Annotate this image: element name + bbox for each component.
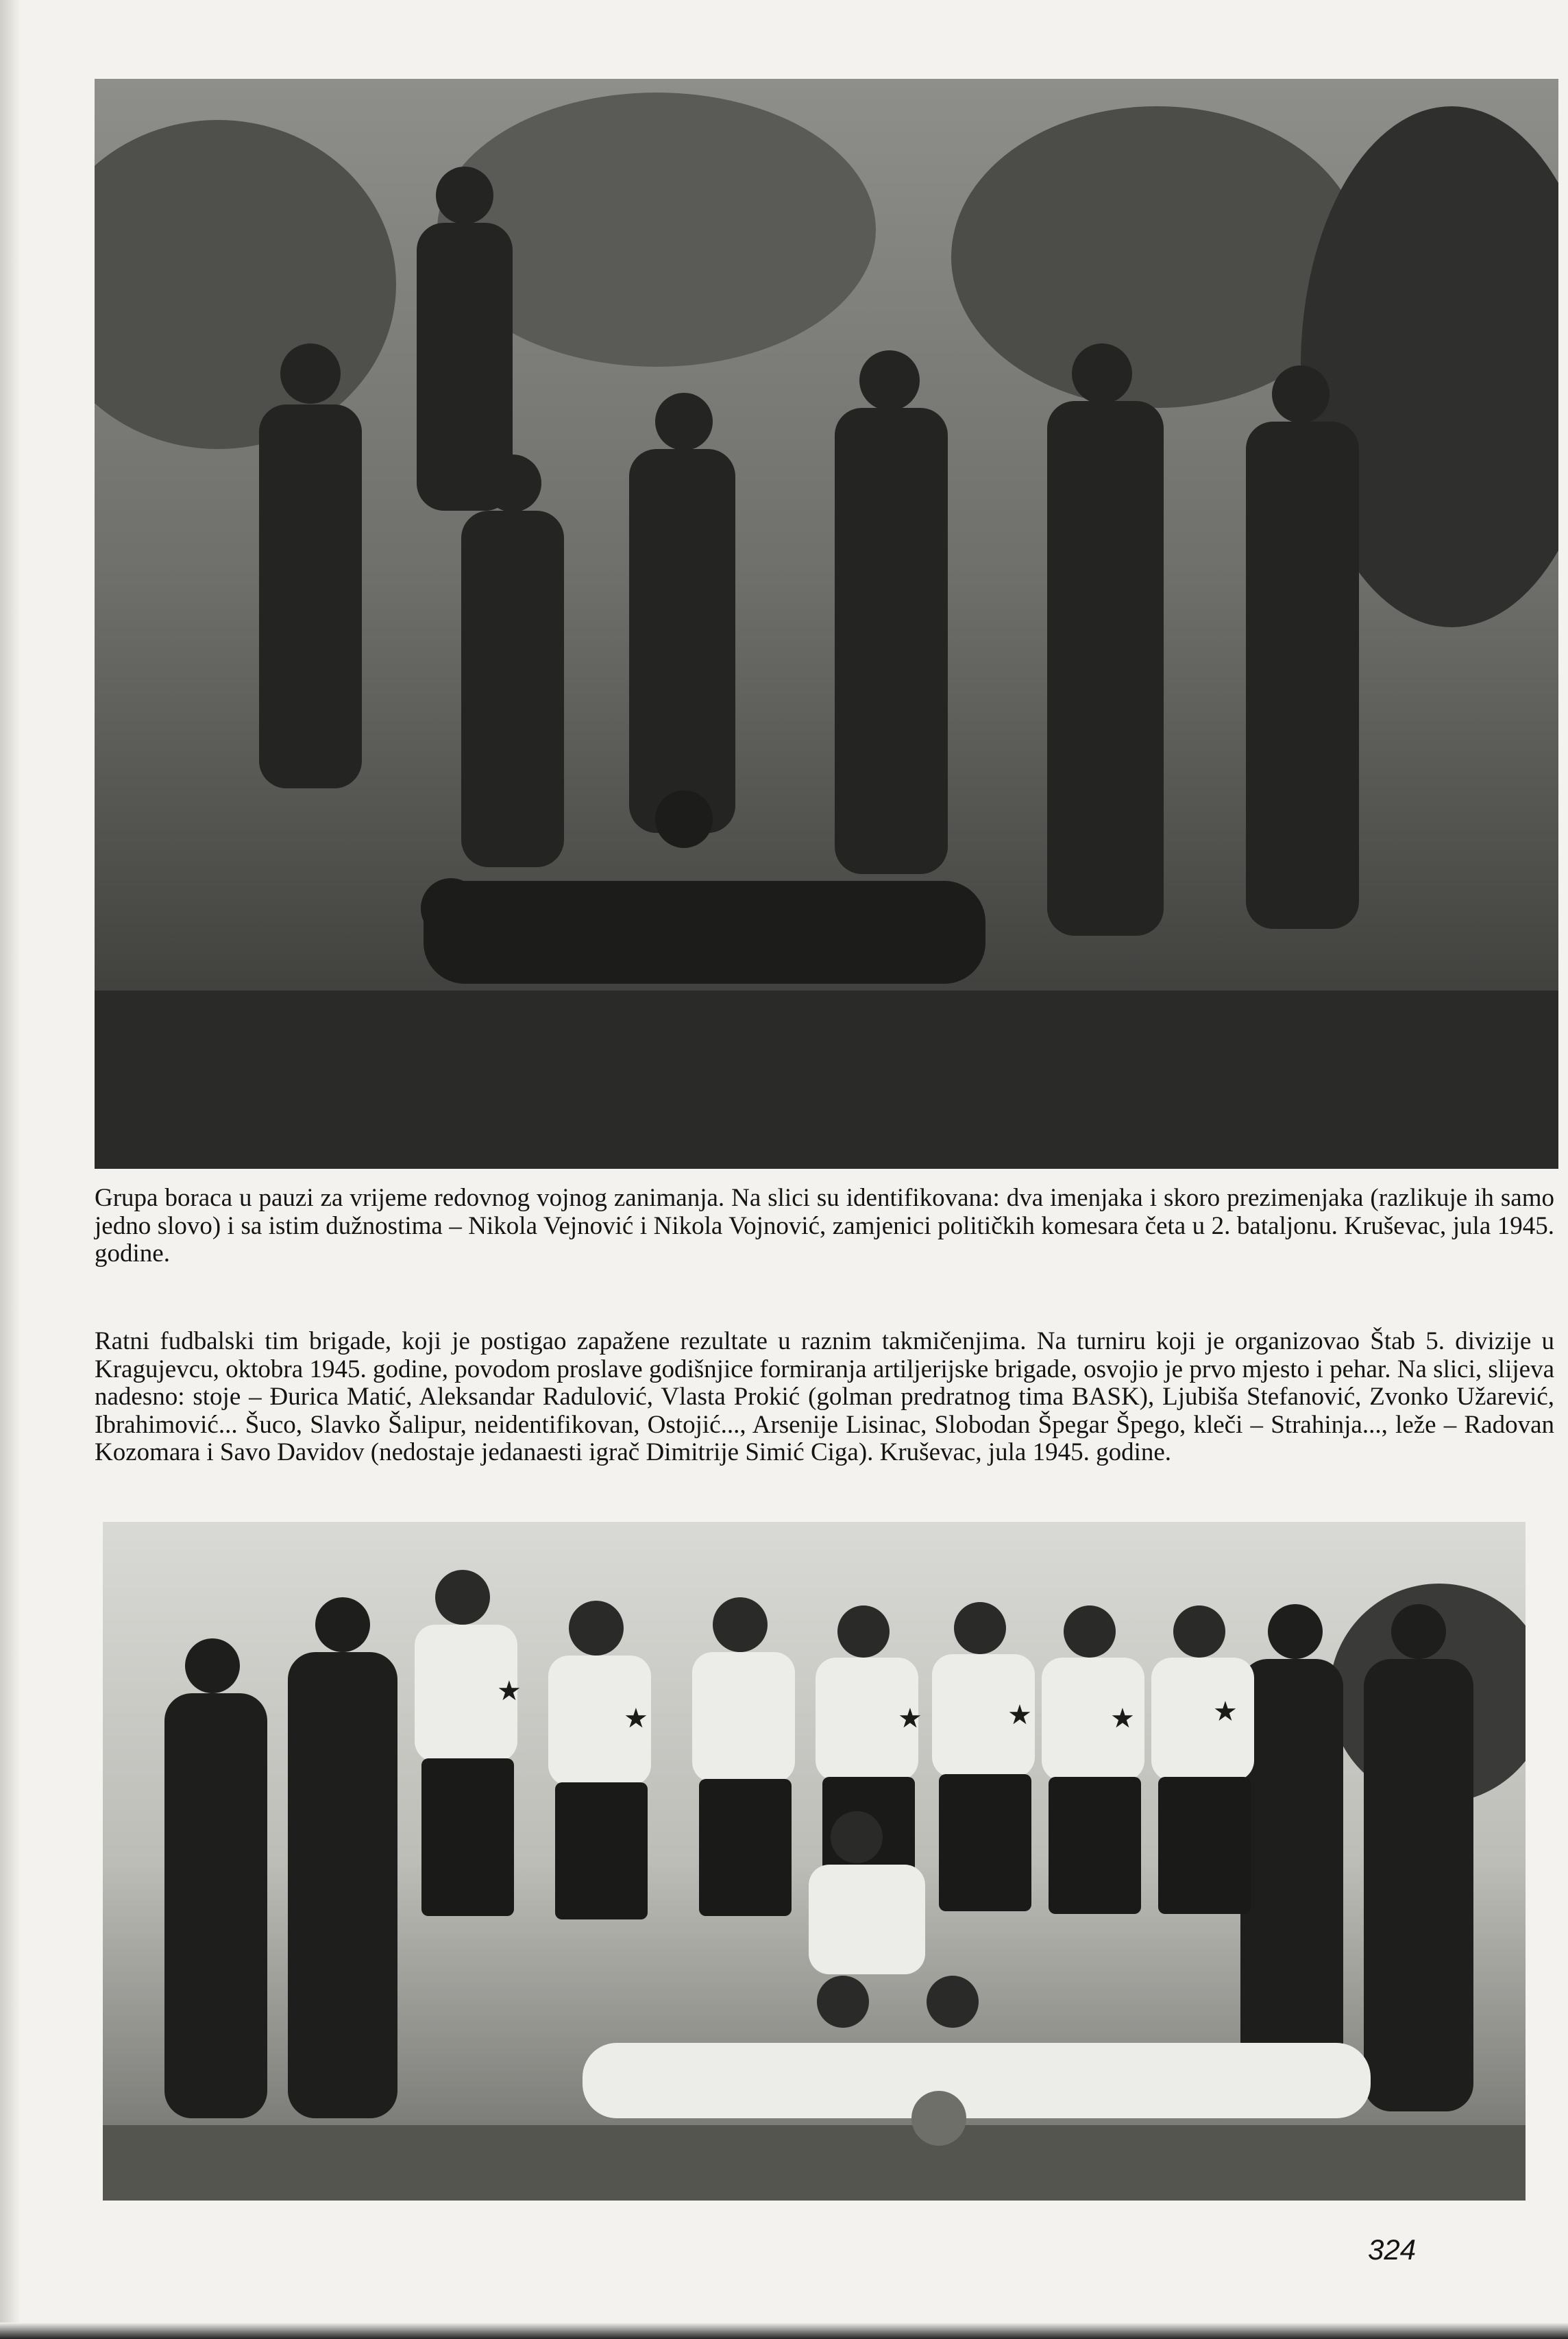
page-number: 324 (1368, 2233, 1417, 2266)
svg-text:★: ★ (497, 1675, 522, 1707)
football-team-photo (103, 1522, 1526, 2201)
top-photo-caption: Grupa boraca u pauzi za vrijeme redovnog vojnog zanimanja. Na slici su identifikovana: dva imenjaka i skoro prezimenjaka (razlikuje ih samo jedno slovo) i sa istim dužnostima – Nikola Vejnović i Nikola Vojnović, zamjenici političkih komesara četa u 2. bataljonu. Kruševac, jula 1945. godine. (95, 1184, 1554, 1268)
page-edge (0, 0, 21, 2339)
svg-text:★: ★ (624, 1703, 648, 1734)
svg-text:★: ★ (1007, 1699, 1032, 1731)
page-bottom-edge (0, 2323, 1568, 2339)
svg-text:★: ★ (1110, 1703, 1135, 1734)
svg-text:★: ★ (1213, 1696, 1238, 1728)
bottom-photo-caption: Ratni fudbalski tim brigade, koji je postigao zapažene rezultate u raznim takmičenjima. Na turniru koji je organizovao Štab 5. divizije u Kragujevcu, oktobra 1945. godine, povodom proslave godišnjice formiranja artiljerijske brigade, osvojio je prvo mjesto i pehar. Na slici, slijeva nadesno: stoje – Đurica Matić, Aleksandar Radulović, Vlasta Prokić (golman predratnog tima BASK), Ljubiša Stefanović, Zvonko Užarević, Ibrahimović... Šuco, Slavko Šalipur, neidentifikovan, Ostojić..., Arsenije Lisinac, Slobodan Špegar Špego, kleči – Strahinja..., leže – Radovan Kozomara i Savo Davidov (nedostaje jedanaesti igrač Dimitrije Simić Ciga). Kruševac, jula 1945. godine. (95, 1327, 1554, 1466)
soldiers-group-photo (95, 79, 1558, 1169)
svg-text:★: ★ (898, 1703, 922, 1734)
